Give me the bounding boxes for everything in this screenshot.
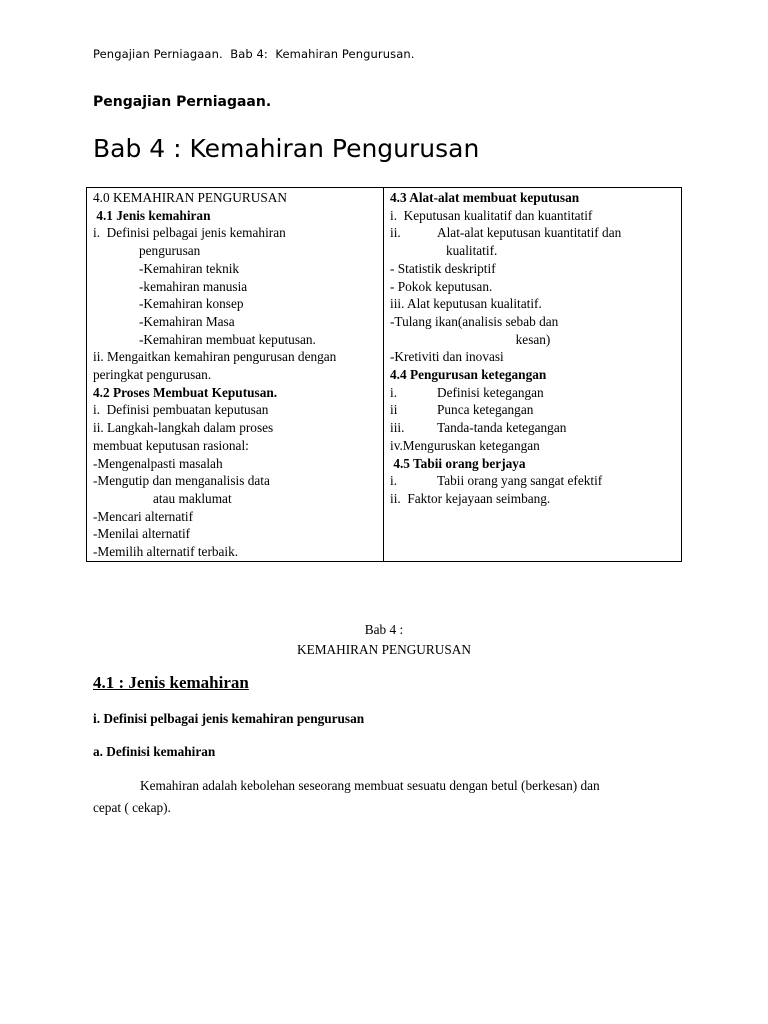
outline-table	[86, 187, 682, 562]
outline-line: - Statistik deskriptif	[390, 260, 496, 276]
chapter-name: KEMAHIRAN PENGURUSAN	[297, 642, 471, 657]
outline-line: 4.5 Tabii orang berjaya	[390, 455, 526, 471]
outline-line: peringkat pengurusan.	[93, 367, 212, 383]
outline-line: -Tulang ikan(analisis sebab dan	[390, 313, 559, 329]
outline-text: Alat-alat keputusan kuantitatif dan	[437, 225, 622, 241]
outline-text: Tabii orang yang sangat efektif	[437, 473, 603, 489]
outline-line: ii. Mengaitkan kemahiran pengurusan dengan	[93, 349, 337, 365]
paragraph-line: cepat ( cekap).	[93, 800, 171, 815]
outline-line	[390, 224, 676, 242]
outline-left-column	[87, 188, 384, 561]
outline-line: -Kemahiran membuat keputusan.	[139, 331, 316, 347]
outline-line: kesan)	[515, 331, 551, 347]
outline-line: -Menilai alternatif	[93, 526, 191, 542]
outline-text: Tanda-tanda ketegangan	[437, 420, 567, 436]
outline-line: -Kemahiran konsep	[139, 296, 244, 312]
outline-number: i.	[390, 473, 398, 489]
outline-line: 4.3 Alat-alat membuat keputusan	[390, 190, 580, 205]
outline-line: -Kretiviti dan inovasi	[390, 349, 504, 365]
outline-line: 4.2 Proses Membuat Keputusan.	[93, 384, 278, 400]
subsection-title: 4.1 : Jenis kemahiran	[93, 673, 249, 692]
outline-line	[390, 401, 676, 419]
outline-line: pengurusan	[139, 243, 201, 259]
outline-line: iii. Alat keputusan kualitatif.	[390, 296, 542, 312]
outline-line: -Kemahiran Masa	[139, 313, 235, 329]
outline-number: iii.	[390, 420, 405, 436]
paragraph-line: Kemahiran adalah kebolehan seseorang membuat sesuatu dengan betul (berkesan) dan	[140, 778, 600, 793]
subsection-item-heading: i. Definisi pelbagai jenis kemahiran pengurusan	[93, 711, 365, 726]
outline-line: -kemahiran manusia	[139, 278, 248, 294]
outline-text: Definisi ketegangan	[437, 384, 544, 400]
outline-line: -Mengenalpasti masalah	[93, 455, 223, 471]
outline-line	[390, 384, 676, 402]
outline-line: i. Keputusan kualitatif dan kuantitatif	[390, 207, 593, 223]
outline-line: ii. Faktor kejayaan seimbang.	[390, 490, 551, 506]
outline-line: - Pokok keputusan.	[390, 278, 493, 294]
outline-line: -Kemahiran teknik	[139, 260, 240, 276]
outline-line	[390, 419, 676, 437]
outline-text: Punca ketegangan	[437, 402, 534, 418]
outline-number: ii	[390, 402, 398, 418]
outline-line: iv.Menguruskan ketegangan	[390, 437, 540, 453]
outline-line	[390, 472, 676, 490]
outline-line: membuat keputusan rasional:	[93, 437, 249, 453]
outline-line: -Mengutip dan menganalisis data	[93, 473, 270, 489]
outline-line: -Mencari alternatif	[93, 508, 194, 524]
running-header: Pengajian Perniagaan. Bab 4: Kemahiran Pengurusan.	[93, 47, 415, 61]
subject-heading: Pengajian Perniagaan.	[93, 94, 272, 110]
outline-right-column	[384, 188, 681, 561]
outline-number: ii.	[390, 225, 401, 241]
definition-heading: a. Definisi kemahiran	[93, 744, 216, 759]
outline-line: kualitatif.	[446, 243, 498, 259]
outline-line: i. Definisi pembuatan keputusan	[93, 402, 269, 418]
definition-paragraph	[93, 775, 683, 819]
outline-line: ii. Langkah-langkah dalam proses	[93, 420, 274, 436]
outline-line: 4.1 Jenis kemahiran	[93, 207, 211, 223]
outline-line: 4.0 KEMAHIRAN PENGURUSAN	[93, 190, 287, 205]
chapter-title: Bab 4 : Kemahiran Pengurusan	[93, 134, 480, 163]
outline-line: atau maklumat	[153, 490, 232, 506]
outline-line: 4.4 Pengurusan ketegangan	[390, 367, 547, 383]
outline-line: -Memilih alternatif terbaik.	[93, 544, 239, 560]
chapter-number: Bab 4 :	[364, 622, 404, 637]
outline-number: i.	[390, 384, 398, 400]
section-heading	[0, 620, 768, 660]
outline-line: i. Definisi pelbagai jenis kemahiran	[93, 225, 286, 241]
